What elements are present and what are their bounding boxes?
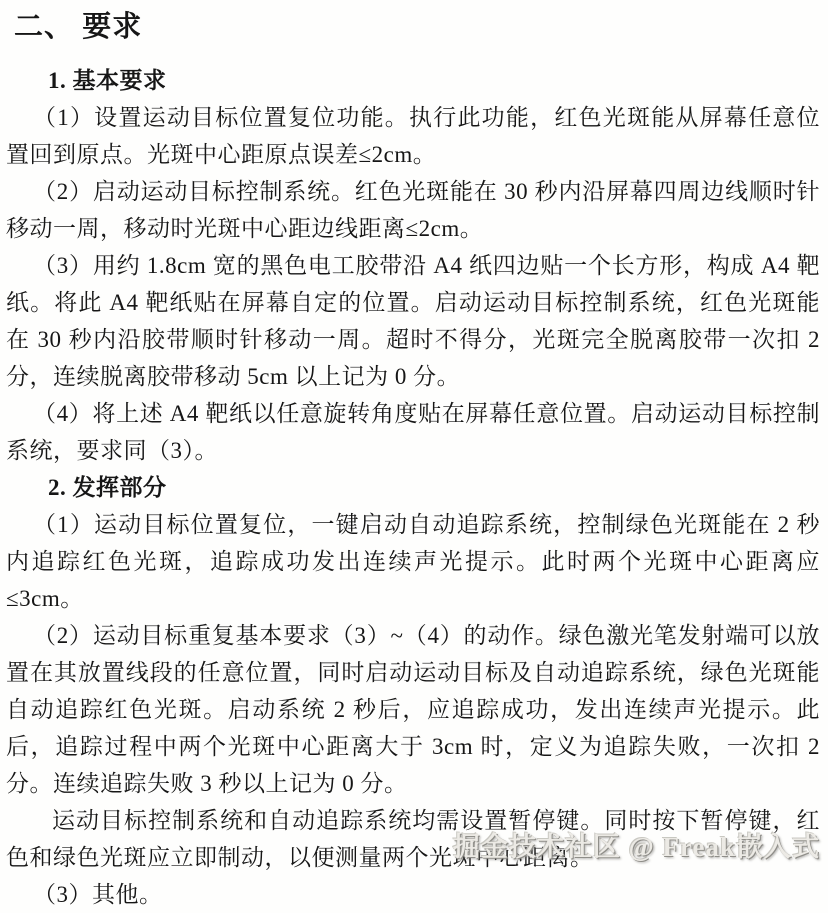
requirement-item-extended-2: （2）运动目标重复基本要求（3）~（4）的动作。绿色激光笔发射端可以放置在其放置线段的任意位置，同时启动运动目标及自动追踪系统，绿色光斑能自动追踪红色光斑。启动系统 2 秒后，应追踪成功，发出连续声光提示。此后，追踪过程中两个光斑中心距离大于 3cm 时，定义为追踪失败，一次扣 2 分。连续追踪失败 3 秒以上记为 0 分。 bbox=[6, 623, 820, 796]
watermark-text: 掘金技术社区 @ Freak嵌入式 bbox=[452, 832, 820, 862]
requirement-item-basic-3: （3）用约 1.8cm 宽的黑色电工胶带沿 A4 纸四边贴一个长方形，构成 A4 靶纸。将此 A4 靶纸贴在屏幕自定的位置。启动运动目标控制系统，红色光斑能在 30 秒内沿胶带顺时针移动一周。超时不得分，光斑完全脱离胶带一次扣 2 分，连续脱离胶带移动 5cm 以上记为 0 分。 bbox=[6, 253, 820, 389]
requirement-item-basic-2: （2）启动运动目标控制系统。红色光斑能在 30 秒内沿屏幕四周边线顺时针移动一周，移动时光斑中心距边线距离≤2cm。 bbox=[6, 179, 820, 241]
section-title: 二、 要求 bbox=[14, 11, 143, 43]
subsection-heading-extended-part: 2. 发挥部分 bbox=[48, 475, 167, 500]
requirement-item-extended-1: （1）运动目标位置复位，一键启动自动追踪系统，控制绿色光斑能在 2 秒内追踪红色光斑，追踪成功发出连续声光提示。此时两个光斑中心距离应≤3cm。 bbox=[6, 512, 820, 611]
subsection-heading-basic-requirements: 1. 基本要求 bbox=[48, 68, 167, 93]
requirement-item-pause-key: 运动目标控制系统和自动追踪系统均需设置暂停键。同时按下暂停键，红色和绿色光斑应立即制动，以便测量两个光斑中心距离。 bbox=[6, 808, 820, 870]
requirement-item-basic-4: （4）将上述 A4 靶纸以任意旋转角度贴在屏幕任意位置。启动运动目标控制系统，要求同（3）。 bbox=[6, 401, 820, 463]
requirement-item-basic-1: （1）设置运动目标位置复位功能。执行此功能，红色光斑能从屏幕任意位置回到原点。光斑中心距原点误差≤2cm。 bbox=[6, 105, 820, 167]
requirement-item-extended-3-other: （3）其他。 bbox=[33, 882, 163, 907]
document-page bbox=[6, 4, 820, 913]
